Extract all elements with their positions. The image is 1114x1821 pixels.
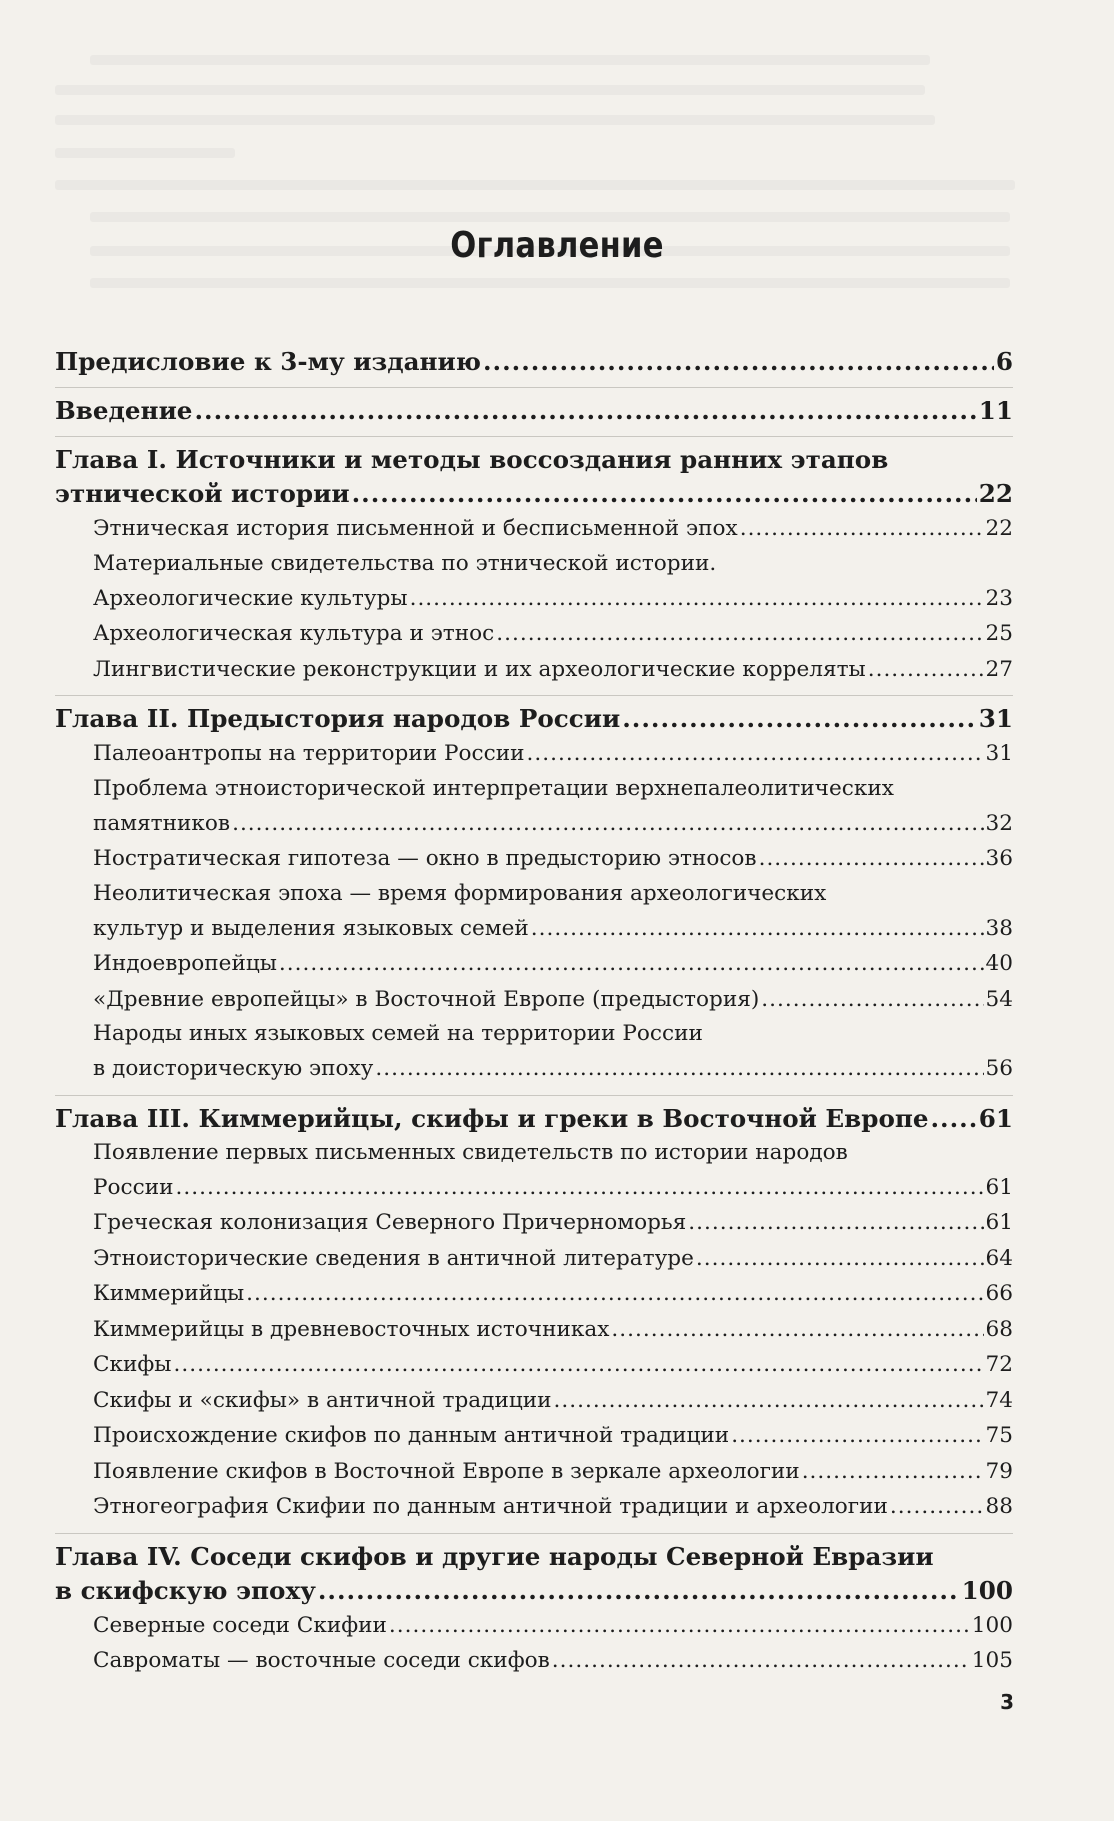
dot-leader (868, 652, 984, 688)
toc-page-number: 61 (985, 1174, 1013, 1200)
toc-page-number: 79 (985, 1458, 1013, 1484)
toc-title-line: Археологические культуры (93, 585, 408, 611)
section-divider (55, 1533, 1013, 1534)
toc-entry[interactable] (55, 616, 1013, 652)
toc-title-line: Скифы (93, 1352, 172, 1377)
toc-page-number: 66 (985, 1281, 1013, 1306)
dot-leader (318, 1574, 960, 1608)
toc-page-number: 100 (971, 1612, 1013, 1638)
toc-title-line: Глава IV. Соседи скифов и другие народы Северной Евразии (55, 1541, 934, 1571)
toc-entry[interactable] (55, 841, 1013, 877)
dot-leader (496, 616, 983, 652)
toc-chapter[interactable] (55, 443, 1013, 511)
toc-title-line: Лингвистические реконструкции и их археологические корреляты (93, 656, 866, 682)
toc-title-line: в доисторическую эпоху (93, 1056, 374, 1081)
toc-page-number: 31 (985, 741, 1013, 766)
dot-leader (696, 1241, 984, 1277)
toc-title-line: Предисловие к 3-му изданию (55, 347, 481, 376)
toc-page-number: 72 (985, 1352, 1013, 1377)
toc-title-line: Палеоантропы на территории России (93, 741, 525, 766)
dot-leader (375, 1051, 983, 1087)
toc-title-line: Северные соседи Скифии (93, 1612, 387, 1638)
toc-entry[interactable] (55, 1347, 1013, 1383)
toc-chapter[interactable] (55, 345, 1013, 379)
toc-title-line: культур и выделения языковых семей (93, 915, 529, 941)
dot-leader (622, 702, 977, 736)
toc-title-line: Проблема этноисторической интерпретации верхнепалеолитических (93, 775, 894, 801)
toc-title-line: Неолитическая эпоха — время формирования археологических (93, 880, 827, 906)
toc-page-number: 75 (985, 1423, 1013, 1448)
dot-leader (890, 1489, 984, 1525)
toc-title-line: Народы иных языковых семей на территории России (93, 1021, 703, 1046)
toc-page-number: 61 (985, 1210, 1013, 1235)
dot-leader (410, 581, 984, 617)
toc-title-line: Глава I. Источники и методы воссоздания ранних этапов (55, 445, 889, 474)
dot-leader (552, 1643, 970, 1679)
dot-leader (246, 1276, 983, 1312)
toc-page-number: 22 (978, 479, 1013, 508)
toc-entry[interactable] (55, 1608, 1013, 1644)
toc-page-number: 88 (985, 1494, 1013, 1519)
toc-title-line: Введение (55, 396, 193, 425)
toc-entry[interactable] (55, 1312, 1013, 1348)
toc-title-line: Греческая колонизация Северного Причерноморья (93, 1210, 687, 1235)
toc-entry[interactable] (55, 982, 1013, 1018)
dot-leader (194, 394, 976, 428)
dot-leader (554, 1383, 984, 1419)
toc-entry[interactable] (55, 1643, 1013, 1679)
dot-leader (611, 1312, 983, 1348)
toc-entry[interactable] (55, 1017, 1013, 1087)
toc-page-number: 56 (985, 1056, 1013, 1081)
toc-page-number: 61 (978, 1103, 1013, 1133)
toc-page-number: 36 (985, 846, 1013, 871)
toc-title-line: Глава II. Предыстория народов России (55, 704, 621, 733)
toc-entry[interactable] (55, 1276, 1013, 1312)
toc-title-line: Савроматы — восточные соседи скифов (93, 1648, 550, 1673)
dot-leader (688, 1205, 983, 1241)
toc-entry[interactable] (55, 1241, 1013, 1277)
toc-page-number: 6 (995, 347, 1013, 376)
toc-entry[interactable] (55, 877, 1013, 947)
toc-title-line: памятников (93, 810, 231, 836)
toc-title-line: этнической истории (55, 479, 350, 508)
toc-title-line: Происхождение скифов по данным античной традиции (93, 1423, 730, 1448)
toc-entry[interactable] (55, 772, 1013, 842)
section-divider (55, 436, 1013, 437)
toc-title-line: Скифы и «скифы» в античной традиции (93, 1387, 552, 1413)
toc-page-number: 38 (985, 915, 1013, 941)
dot-leader (802, 1454, 984, 1490)
toc-chapter[interactable] (55, 702, 1013, 736)
toc-page-number: 31 (978, 704, 1013, 733)
page-title: Оглавление (450, 225, 664, 266)
toc-entry[interactable] (55, 547, 1013, 617)
toc-title-line: Глава III. Киммерийцы, скифы и греки в Восточной Европе (55, 1103, 929, 1133)
dot-leader (279, 946, 984, 982)
toc-entry[interactable] (55, 736, 1013, 772)
toc-entry[interactable] (55, 1136, 1013, 1206)
toc-title-line: Этногеография Скифии по данным античной традиции и археологии (93, 1494, 888, 1519)
toc-title-line: Этноисторические сведения в античной литературе (93, 1245, 694, 1271)
toc-page-number: 23 (985, 585, 1013, 611)
dot-leader (761, 982, 983, 1018)
dot-leader (531, 911, 984, 947)
toc-entry[interactable] (55, 1454, 1013, 1490)
toc-title-line: Киммерийцы в древневосточных источниках (93, 1316, 610, 1342)
dot-leader (389, 1608, 970, 1644)
toc-entry[interactable] (55, 1205, 1013, 1241)
toc-title-line: Этническая история письменной и бесписьменной эпох (93, 516, 738, 541)
toc-entry[interactable] (55, 511, 1013, 547)
dot-leader (740, 511, 984, 547)
dot-leader (352, 477, 977, 511)
table-of-contents (55, 345, 1013, 1679)
toc-page-number: 54 (985, 986, 1013, 1012)
toc-title-line: Появление первых письменных свидетельств по истории народов (93, 1139, 848, 1165)
toc-page-number: 25 (985, 621, 1013, 646)
dot-leader (731, 1418, 983, 1454)
page-number: 3 (1000, 1690, 1014, 1714)
toc-title-line: в скифскую эпоху (55, 1575, 316, 1605)
toc-page-number: 27 (985, 656, 1013, 682)
toc-title-line: Археологическая культура и этнос (93, 621, 495, 646)
dot-leader (174, 1347, 984, 1383)
dot-leader (759, 841, 984, 877)
dot-leader (176, 1170, 984, 1206)
dot-leader (232, 806, 983, 842)
toc-page-number: 32 (985, 810, 1013, 836)
section-divider (55, 1095, 1013, 1096)
toc-page-number: 74 (985, 1387, 1013, 1413)
toc-entry[interactable] (55, 946, 1013, 982)
toc-title-line: Киммерийцы (93, 1281, 245, 1306)
dot-leader (483, 345, 994, 379)
toc-entry[interactable] (55, 1418, 1013, 1454)
toc-title-line: Индоевропейцы (93, 951, 277, 976)
toc-page-number: 64 (985, 1245, 1013, 1271)
toc-page-number: 100 (961, 1575, 1013, 1605)
toc-chapter[interactable] (55, 394, 1013, 428)
toc-chapter[interactable] (55, 1102, 1013, 1136)
toc-entry[interactable] (55, 1383, 1013, 1419)
toc-page-number: 105 (971, 1648, 1013, 1673)
toc-entry[interactable] (55, 1489, 1013, 1525)
toc-page-number: 40 (985, 951, 1013, 976)
toc-page-number: 11 (978, 396, 1013, 425)
toc-title-line: России (93, 1174, 174, 1200)
toc-page-number: 22 (985, 516, 1013, 541)
toc-page-number: 68 (985, 1316, 1013, 1342)
dot-leader (527, 736, 984, 772)
toc-title-line: Появление скифов в Восточной Европе в зеркале археологии (93, 1458, 800, 1484)
toc-title-line: Материальные свидетельства по этнической истории. (93, 550, 717, 576)
section-divider (55, 387, 1013, 388)
dot-leader (931, 1102, 977, 1136)
section-divider (55, 695, 1013, 696)
toc-title-line: Ностратическая гипотеза — окно в предысторию этносов (93, 846, 757, 871)
toc-entry[interactable] (55, 652, 1013, 688)
toc-title-line: «Древние европейцы» в Восточной Европе (предыстория) (93, 986, 760, 1012)
toc-chapter[interactable] (55, 1540, 1013, 1608)
